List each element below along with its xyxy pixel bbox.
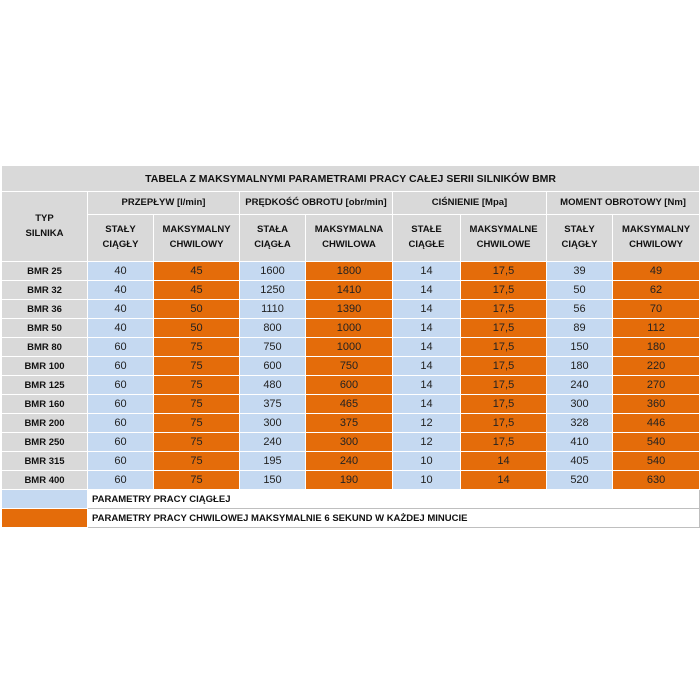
maximum-value-cell: 70 [613, 300, 700, 319]
subheader-line: CIĄGŁY [102, 239, 139, 250]
table-row [2, 319, 700, 338]
continuous-value-cell: 150 [240, 471, 306, 490]
legend-label: PARAMETRY PRACY CHWILOWEJ MAKSYMALNIE 6 SEKUND W KAŻDEJ MINUCIE [88, 509, 700, 528]
continuous-value-cell: 405 [547, 452, 613, 471]
type-header-line-1: TYP [35, 212, 54, 224]
maximum-value-cell: 50 [154, 300, 240, 319]
maximum-value-cell: 17,5 [461, 376, 547, 395]
group-header-flow: PRZEPŁYW [l/min] [88, 192, 240, 215]
continuous-value-cell: 195 [240, 452, 306, 471]
subheader-line: CIĄGŁA [254, 239, 291, 250]
maximum-value-cell: 14 [461, 452, 547, 471]
model-name: BMR 100 [2, 357, 88, 376]
subheader-line: MAKSYMALNE [469, 224, 538, 236]
table-row [2, 357, 700, 376]
maximum-value-cell: 75 [154, 414, 240, 433]
group-header-torque: MOMENT OBROTOWY [Nm] [547, 192, 700, 215]
subheader-line: STAŁY [564, 224, 595, 236]
continuous-value-cell: 12 [393, 433, 461, 452]
subheader-line: MAKSYMALNA [314, 224, 384, 236]
subheader-line: MAKSYMALNY [162, 224, 231, 236]
maximum-value-cell: 112 [613, 319, 700, 338]
model-name: BMR 36 [2, 300, 88, 319]
continuous-value-cell: 240 [240, 433, 306, 452]
continuous-value-cell: 60 [88, 357, 154, 376]
continuous-value-cell: 89 [547, 319, 613, 338]
group-header-speed: PRĘDKOŚĆ OBROTU [obr/min] [240, 192, 393, 215]
continuous-value-cell: 12 [393, 414, 461, 433]
type-header-line-2: SILNIKA [25, 227, 64, 239]
continuous-value-cell: 40 [88, 262, 154, 281]
table-row [2, 471, 700, 490]
table-row [2, 338, 700, 357]
continuous-value-cell: 375 [240, 395, 306, 414]
maximum-value-cell: 49 [613, 262, 700, 281]
subheader-line: STAŁY [105, 224, 136, 236]
maximum-value-cell: 17,5 [461, 319, 547, 338]
continuous-value-cell: 60 [88, 452, 154, 471]
maximum-value-cell: 17,5 [461, 300, 547, 319]
maximum-value-cell: 1000 [306, 319, 393, 338]
subheader-line: CHWILOWE [476, 239, 531, 250]
model-name: BMR 25 [2, 262, 88, 281]
model-name: BMR 125 [2, 376, 88, 395]
continuous-value-cell: 50 [547, 281, 613, 300]
subheader-line: STAŁE [411, 224, 442, 236]
type-header [2, 192, 88, 262]
continuous-value-cell: 180 [547, 357, 613, 376]
maximum-value-cell: 540 [613, 452, 700, 471]
legend-row [2, 509, 700, 528]
maximum-value-cell: 1410 [306, 281, 393, 300]
continuous-value-cell: 300 [240, 414, 306, 433]
continuous-value-cell: 10 [393, 452, 461, 471]
continuous-value-cell: 480 [240, 376, 306, 395]
continuous-value-cell: 60 [88, 433, 154, 452]
table-row [2, 281, 700, 300]
maximum-value-cell: 50 [154, 319, 240, 338]
table-row [2, 376, 700, 395]
maximum-value-cell: 75 [154, 357, 240, 376]
maximum-value-cell: 62 [613, 281, 700, 300]
maximum-value-cell: 190 [306, 471, 393, 490]
continuous-value-cell: 14 [393, 357, 461, 376]
maximum-value-cell: 375 [306, 414, 393, 433]
maximum-value-cell: 17,5 [461, 433, 547, 452]
table-title: TABELA Z MAKSYMALNYMI PARAMETRAMI PRACY CAŁEJ SERII SILNIKÓW BMR [2, 166, 700, 192]
continuous-value-cell: 14 [393, 300, 461, 319]
legend-swatch [2, 490, 88, 509]
subheader-line: CIĄGŁE [408, 239, 445, 250]
maximum-value-cell: 750 [306, 357, 393, 376]
subheader-line: CIĄGŁY [561, 239, 598, 250]
model-name: BMR 160 [2, 395, 88, 414]
continuous-value-cell: 14 [393, 262, 461, 281]
maximum-value-cell: 17,5 [461, 262, 547, 281]
continuous-value-cell: 1110 [240, 300, 306, 319]
subheader-continuous [88, 215, 154, 262]
continuous-value-cell: 39 [547, 262, 613, 281]
continuous-value-cell: 60 [88, 471, 154, 490]
maximum-value-cell: 45 [154, 262, 240, 281]
continuous-value-cell: 14 [393, 376, 461, 395]
maximum-value-cell: 75 [154, 395, 240, 414]
subheader-line: MAKSYMALNY [622, 224, 691, 236]
maximum-value-cell: 540 [613, 433, 700, 452]
model-name: BMR 200 [2, 414, 88, 433]
legend-label: PARAMETRY PRACY CIĄGŁEJ [88, 490, 700, 509]
maximum-value-cell: 630 [613, 471, 700, 490]
maximum-value-cell: 180 [613, 338, 700, 357]
maximum-value-cell: 1000 [306, 338, 393, 357]
maximum-value-cell: 600 [306, 376, 393, 395]
legend-row [2, 490, 700, 509]
bmr-parameters-table [1, 165, 700, 528]
maximum-value-cell: 75 [154, 433, 240, 452]
table-row [2, 262, 700, 281]
maximum-value-cell: 360 [613, 395, 700, 414]
continuous-value-cell: 14 [393, 319, 461, 338]
model-name: BMR 32 [2, 281, 88, 300]
subheader-continuous [547, 215, 613, 262]
table-row [2, 433, 700, 452]
maximum-value-cell: 300 [306, 433, 393, 452]
continuous-value-cell: 150 [547, 338, 613, 357]
continuous-value-cell: 14 [393, 281, 461, 300]
model-name: BMR 400 [2, 471, 88, 490]
subheader-continuous [393, 215, 461, 262]
model-name: BMR 250 [2, 433, 88, 452]
continuous-value-cell: 800 [240, 319, 306, 338]
maximum-value-cell: 14 [461, 471, 547, 490]
model-name: BMR 315 [2, 452, 88, 471]
maximum-value-cell: 17,5 [461, 395, 547, 414]
maximum-value-cell: 75 [154, 471, 240, 490]
legend-swatch [2, 509, 88, 528]
continuous-value-cell: 520 [547, 471, 613, 490]
maximum-value-cell: 17,5 [461, 338, 547, 357]
maximum-value-cell: 75 [154, 376, 240, 395]
maximum-value-cell: 465 [306, 395, 393, 414]
maximum-value-cell: 220 [613, 357, 700, 376]
continuous-value-cell: 600 [240, 357, 306, 376]
group-header-pressure: CIŚNIENIE [Mpa] [393, 192, 547, 215]
maximum-value-cell: 1390 [306, 300, 393, 319]
subheader-maximum [306, 215, 393, 262]
continuous-value-cell: 60 [88, 376, 154, 395]
maximum-value-cell: 240 [306, 452, 393, 471]
continuous-value-cell: 14 [393, 395, 461, 414]
subheader-line: CHWILOWY [629, 239, 683, 250]
subheader-maximum [461, 215, 547, 262]
maximum-value-cell: 17,5 [461, 414, 547, 433]
continuous-value-cell: 1600 [240, 262, 306, 281]
model-name: BMR 80 [2, 338, 88, 357]
maximum-value-cell: 446 [613, 414, 700, 433]
subheader-maximum [613, 215, 700, 262]
maximum-value-cell: 17,5 [461, 357, 547, 376]
maximum-value-cell: 45 [154, 281, 240, 300]
maximum-value-cell: 270 [613, 376, 700, 395]
continuous-value-cell: 40 [88, 319, 154, 338]
continuous-value-cell: 14 [393, 338, 461, 357]
model-name: BMR 50 [2, 319, 88, 338]
subheader-maximum [154, 215, 240, 262]
continuous-value-cell: 10 [393, 471, 461, 490]
table-row [2, 300, 700, 319]
continuous-value-cell: 60 [88, 395, 154, 414]
continuous-value-cell: 60 [88, 414, 154, 433]
subheader-line: STAŁA [257, 224, 288, 236]
maximum-value-cell: 75 [154, 338, 240, 357]
subheader-line: CHWILOWY [169, 239, 224, 250]
continuous-value-cell: 1250 [240, 281, 306, 300]
continuous-value-cell: 40 [88, 281, 154, 300]
subheader-line: CHWILOWA [322, 239, 376, 250]
maximum-value-cell: 75 [154, 452, 240, 471]
table-row [2, 414, 700, 433]
continuous-value-cell: 240 [547, 376, 613, 395]
maximum-value-cell: 1800 [306, 262, 393, 281]
continuous-value-cell: 60 [88, 338, 154, 357]
continuous-value-cell: 56 [547, 300, 613, 319]
continuous-value-cell: 750 [240, 338, 306, 357]
table-row [2, 452, 700, 471]
maximum-value-cell: 17,5 [461, 281, 547, 300]
subheader-continuous [240, 215, 306, 262]
continuous-value-cell: 40 [88, 300, 154, 319]
continuous-value-cell: 328 [547, 414, 613, 433]
table-row [2, 395, 700, 414]
continuous-value-cell: 410 [547, 433, 613, 452]
continuous-value-cell: 300 [547, 395, 613, 414]
